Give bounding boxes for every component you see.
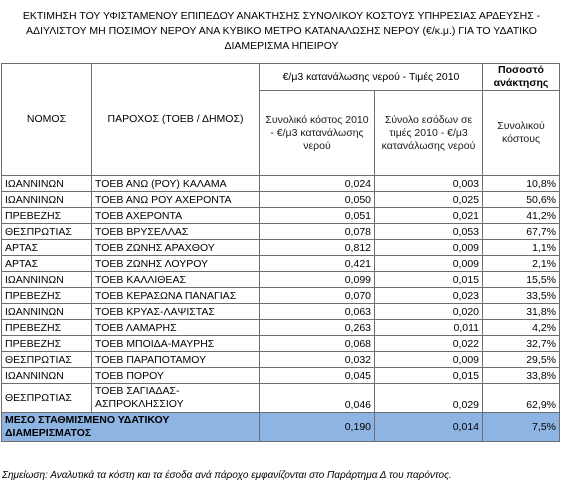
cell-parochos: ΤΟΕΒ ΒΡΥΣΕΛΛΑΣ [92,224,260,240]
cell-cost: 0,421 [260,256,375,272]
cell-cost: 0,812 [260,240,375,256]
cell-nomos: ΙΩΑΝΝΙΝΩΝ [2,272,92,288]
cell-parochos: ΤΟΕΒ ΚΕΡΑΣΩΝΑ ΠΑΝΑΓΙΑΣ [92,288,260,304]
cell-revenue: 0,029 [375,384,483,413]
cell-revenue: 0,021 [375,208,483,224]
total-revenue: 0,014 [375,413,483,442]
cell-parochos: ΤΟΕΒ ΚΡΥΑΣ-ΛΑΨΙΣΤΑΣ [92,304,260,320]
cell-pct: 67,7% [483,224,560,240]
cell-pct: 33,8% [483,368,560,384]
cell-revenue: 0,015 [375,368,483,384]
cell-revenue: 0,003 [375,176,483,192]
total-label: ΜΕΣΟ ΣΤΑΘΜΙΣΜΕΝΟ ΥΔΑΤΙΚΟΥ ΔΙΑΜΕΡΙΣΜΑΤΟΣ [2,413,260,442]
cell-revenue: 0,025 [375,192,483,208]
cell-revenue: 0,009 [375,240,483,256]
title-line-1: ΕΚΤΙΜΗΣΗ ΤΟΥ ΥΦΙΣΤΑΜΕΝΟΥ ΕΠΙΠΕΔΟΥ ΑΝΑΚΤΗΣΗΣ ΣΥΝΟΛΙΚΟΥ ΚΟΣΤΟΥΣ ΥΠΗΡΕΣΙΑΣ ΑΡΔΕΥΣΗΣ - [22,9,541,22]
table-row [2,368,560,384]
table-row [2,240,560,256]
cell-parochos: ΤΟΕΒ ΑΝΩ (ΡΟΥ) ΚΑΛΑΜΑ [92,176,260,192]
cell-pct: 31,8% [483,304,560,320]
total-pct: 7,5% [483,413,560,442]
cell-cost: 0,024 [260,176,375,192]
cell-revenue: 0,020 [375,304,483,320]
cell-cost: 0,099 [260,272,375,288]
cell-pct: 15,5% [483,272,560,288]
cell-cost: 0,032 [260,352,375,368]
cell-nomos: ΙΩΑΝΝΙΝΩΝ [2,304,92,320]
cell-cost: 0,045 [260,368,375,384]
cell-pct: 50,6% [483,192,560,208]
cell-nomos: ΘΕΣΠΡΩΤΙΑΣ [2,384,92,413]
footnote: Σημείωση: Αναλυτικά τα κόστη και τα έσοδα ανά πάροχο εμφανίζονται στο Παράρτημα Δ του παρόντος. [2,470,452,481]
cell-revenue: 0,015 [375,272,483,288]
cell-nomos: ΠΡΕΒΕΖΗΣ [2,288,92,304]
cell-pct: 10,8% [483,176,560,192]
header-group-recovery: Ποσοστό ανάκτησης [483,64,560,91]
title-line-3: ΔΙΑΜΕΡΙΣΜΑ ΗΠΕΙΡΟΥ [224,39,339,52]
cell-nomos: ΘΕΣΠΡΩΤΙΑΣ [2,352,92,368]
table-row [2,304,560,320]
cell-cost: 0,263 [260,320,375,336]
cell-parochos: ΤΟΕΒ ΖΩΝΗΣ ΑΡΑΧΘΟΥ [92,240,260,256]
table-row [2,176,560,192]
total-cost: 0,190 [260,413,375,442]
table-row [2,272,560,288]
cell-pct: 1,1% [483,240,560,256]
cell-revenue: 0,022 [375,336,483,352]
header-total-cost-pct: Συνολικού κόστους [483,91,560,176]
table-row [2,192,560,208]
cell-parochos: ΤΟΕΒ ΑΝΩ ΡΟΥ ΑΧΕΡΟΝΤΑ [92,192,260,208]
cell-nomos: ΠΡΕΒΕΖΗΣ [2,208,92,224]
cell-pct: 62,9% [483,384,560,413]
cell-parochos: ΤΟΕΒ ΛΑΜΑΡΗΣ [92,320,260,336]
table-row [2,208,560,224]
cell-nomos: ΑΡΤΑΣ [2,256,92,272]
cell-parochos: ΤΟΕΒ ΑΧΕΡΟΝΤΑ [92,208,260,224]
header-total-revenue: Σύνολο εσόδων σε τιμές 2010 - €/μ3 κατανάλωσης νερού [375,91,483,176]
cell-parochos: ΤΟΕΒ ΚΑΛΛΙΘΕΑΣ [92,272,260,288]
header-parochos: ΠΑΡΟΧΟΣ (ΤΟΕΒ / ΔΗΜΟΣ) [92,64,260,176]
cell-cost: 0,051 [260,208,375,224]
cost-recovery-table [1,63,560,442]
cell-cost: 0,078 [260,224,375,240]
cell-cost: 0,068 [260,336,375,352]
table-row [2,352,560,368]
cell-pct: 41,2% [483,208,560,224]
total-row [2,413,560,442]
cell-parochos: ΤΟΕΒ ΖΩΝΗΣ ΛΟΥΡΟΥ [92,256,260,272]
cell-nomos: ΑΡΤΑΣ [2,240,92,256]
cell-pct: 32,7% [483,336,560,352]
cell-parochos-line-1: ΤΟΕΒ ΣΑΓΙΑΔΑΣ- [95,385,180,397]
cell-nomos: ΠΡΕΒΕΖΗΣ [2,336,92,352]
table-row [2,288,560,304]
cell-parochos: ΤΟΕΒ ΜΠΟΙΔΑ-ΜΑΥΡΗΣ [92,336,260,352]
title-line-2: ΑΔΙΥΛΙΣΤΟΥ ΜΗ ΠΟΣΙΜΟΥ ΝΕΡΟΥ ΑΝΑ ΚΥΒΙΚΟ ΜΕΤΡΟ ΚΑΤΑΝΑΛΩΣΗΣ ΝΕΡΟΥ (€/κ.μ.) ΓΙΑ ΤΟ ΥΔΑΤΙΚΟ [26,24,537,37]
table-body [2,176,560,442]
cell-pct: 29,5% [483,352,560,368]
cell-cost: 0,070 [260,288,375,304]
cell-parochos: ΤΟΕΒ ΠΑΡΑΠΟΤΑΜΟΥ [92,352,260,368]
cell-nomos: ΙΩΑΝΝΙΝΩΝ [2,192,92,208]
cell-revenue: 0,011 [375,320,483,336]
cell-revenue: 0,053 [375,224,483,240]
table-title [0,0,563,62]
cell-cost: 0,046 [260,384,375,413]
cell-pct: 2,1% [483,256,560,272]
table-row [2,320,560,336]
cell-revenue: 0,009 [375,256,483,272]
cell-nomos: ΘΕΣΠΡΩΤΙΑΣ [2,224,92,240]
cell-revenue: 0,009 [375,352,483,368]
header-total-cost: Συνολικό κόστος 2010 - €/μ3 κατανάλωσης νερού [260,91,375,176]
cell-nomos: ΙΩΑΝΝΙΝΩΝ [2,176,92,192]
cell-pct: 33,5% [483,288,560,304]
cell-pct: 4,2% [483,320,560,336]
header-group-values: €/μ3 κατανάλωσης νερού - Τιμές 2010 [260,64,483,91]
table-row [2,336,560,352]
cell-cost: 0,050 [260,192,375,208]
table-row [2,224,560,240]
cell-parochos: ΤΟΕΒ ΠΟΡΟΥ [92,368,260,384]
cell-cost: 0,063 [260,304,375,320]
cell-parochos [92,384,260,413]
cell-revenue: 0,023 [375,288,483,304]
cell-nomos: ΠΡΕΒΕΖΗΣ [2,320,92,336]
table-row [2,256,560,272]
cell-nomos: ΙΩΑΝΝΙΝΩΝ [2,368,92,384]
table-row-last [2,384,560,413]
cell-parochos-line-2: ΑΣΠΡΟΚΛΗΣΣΙΟΥ [95,398,184,410]
header-nomos: ΝΟΜΟΣ [2,64,92,176]
